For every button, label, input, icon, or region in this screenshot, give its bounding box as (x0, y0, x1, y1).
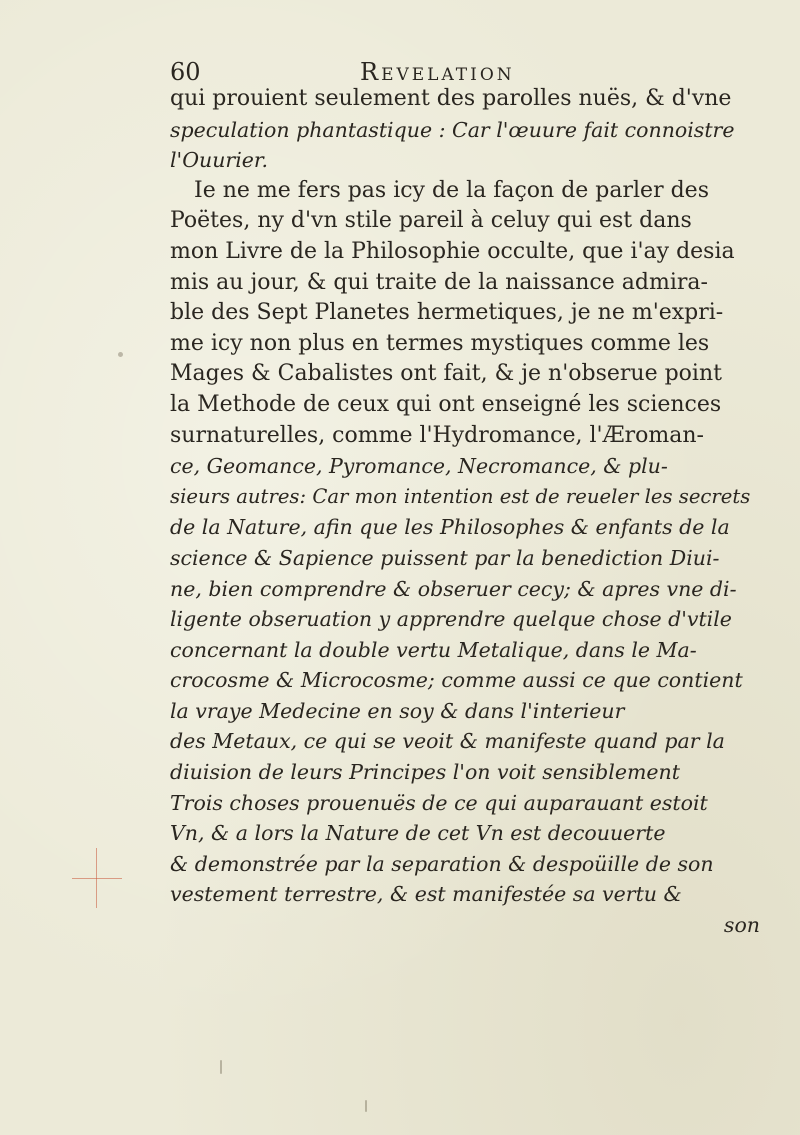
text-line: qui prouient seulement des parolles nuës, & d'vne (170, 86, 732, 111)
text-line: l'Ouurier. (170, 148, 268, 173)
text-line: Mages & Cabalistes ont fait, & je n'obserue point (170, 361, 722, 387)
text-line: & demonstrée par la separation & despoüille de son (170, 851, 714, 876)
text-line: surnaturelles, comme l'Hydromance, l'Æroman- (170, 422, 704, 448)
text-line: des Metaux, ce qui se veoit & manifeste quand par la (170, 729, 725, 754)
text-line: Trois choses prouenuës de ce qui auparauant estoit (170, 790, 708, 815)
ink-spot (118, 352, 123, 357)
text-line: ce, Geomance, Pyromance, Necromance, & plu- (170, 454, 668, 479)
text-line: speculation phantastique : Car l'œuure fait connoistre (170, 117, 735, 142)
running-head: Revelation (360, 58, 515, 86)
text-line: mon Livre de la Philosophie occulte, que i'ay desia (170, 238, 735, 264)
text-line: ble des Sept Planetes hermetiques, je ne m'expri- (170, 300, 724, 326)
text-line: la vraye Medecine en soy & dans l'interieur (170, 698, 625, 723)
text-line: ligente obseruation y apprendre quelque chose d'vtile (170, 607, 732, 632)
text-line: la Methode de ceux qui ont enseigné les sciences (170, 391, 722, 417)
text-line: Ie ne me fers pas icy de la façon de parler des (194, 177, 709, 203)
margin-cross-mark (72, 848, 122, 908)
text-line: ne, bien comprendre & obseruer cecy; & apres vne di- (170, 576, 737, 601)
catchword: son (723, 913, 760, 938)
text-line: diuision de leurs Principes l'on voit sensiblement (170, 760, 680, 785)
page-number: 60 (170, 58, 201, 86)
text-line: concernant la double vertu Metalique, dans le Ma- (170, 637, 697, 662)
text-line: mis au jour, & qui traite de la naissance admira- (170, 269, 708, 295)
text-line: Poëtes, ny d'vn stile pareil à celuy qui est dans (170, 208, 692, 234)
text-line: de la Nature, afin que les Philosophes & enfants de la (170, 515, 730, 540)
body-text (170, 84, 760, 941)
ink-spot (365, 1100, 367, 1112)
ink-spot (220, 1060, 222, 1074)
text-line: crocosme & Microcosme; comme aussi ce que contient (170, 668, 743, 693)
text-line: Vn, & a lors la Nature de cet Vn est decouuerte (170, 821, 666, 846)
text-line: sieurs autres: Car mon intention est de reueler les secrets (170, 484, 751, 508)
text-line: me icy non plus en termes mystiques comme les (170, 330, 710, 356)
text-line: science & Sapience puissent par la benediction Diui- (170, 545, 720, 570)
text-line: vestement terrestre, & est manifestée sa vertu & (170, 882, 682, 907)
